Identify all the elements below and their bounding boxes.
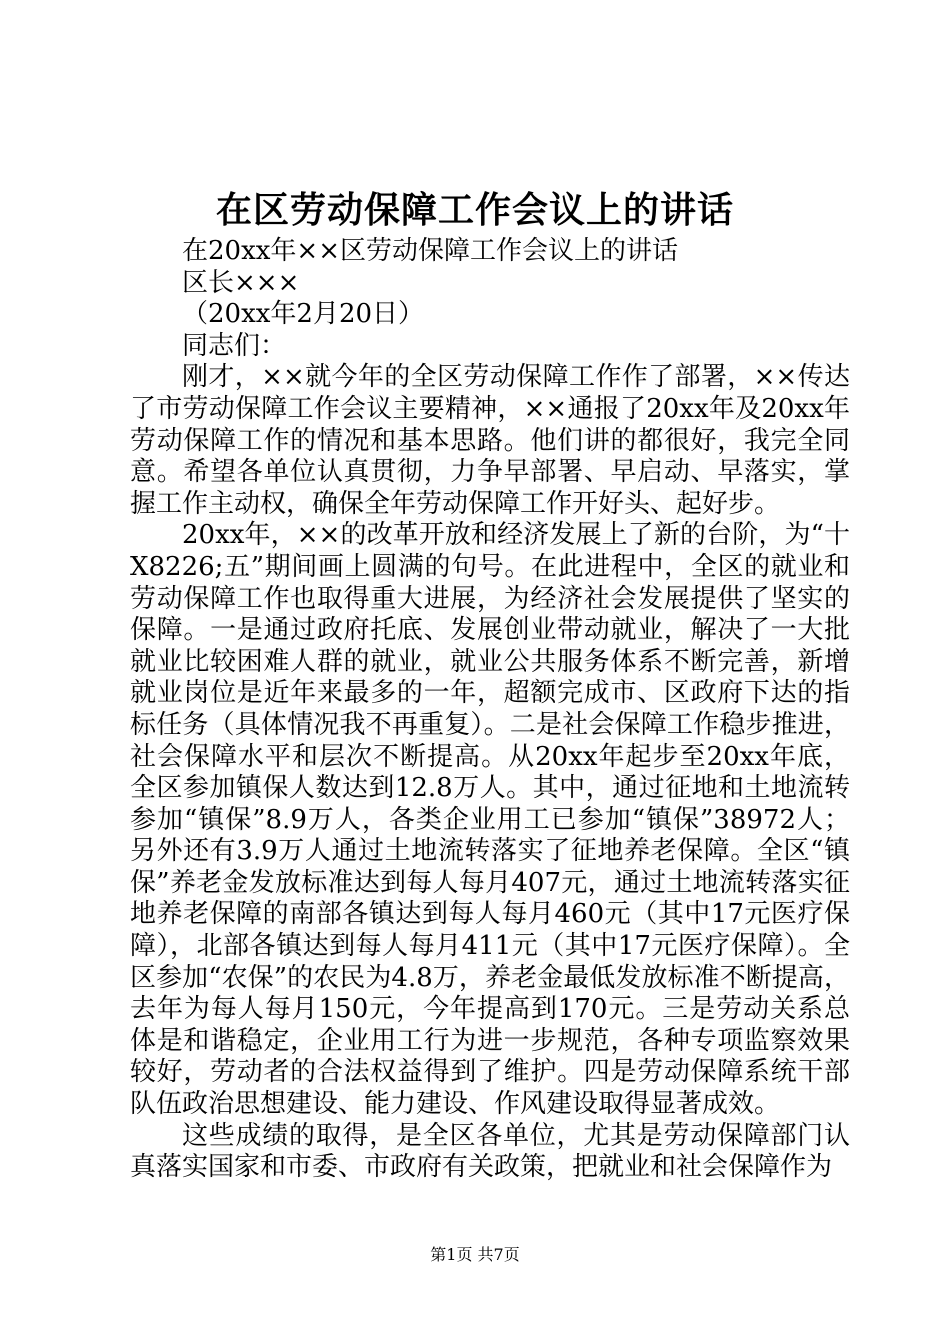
speech-subtitle: 在20xx年××区劳动保障工作会议上的讲话: [182, 236, 678, 266]
speaker-line: 区长×××: [182, 267, 300, 298]
document-body: [130, 236, 850, 1184]
salutation: 同志们：: [182, 330, 287, 361]
paragraph-2: 20xx年，××的改革开放和经济发展上了新的台阶，为“十X8226;五”期间画上圆满的句号。在此进程中，全区的就业和劳动保障工作也取得重大进展，为经济社会发展提供了坚实的保障。一是通过政府托底、发展创业带动就业，解决了一大批就业比较困难人群的就业，就业公共服务体系不断完善，新增就业岗位是近年来最多的一年，超额完成市、区政府下达的指标任务（具体情况我不再重复）。二是社会保障工作稳步推进，社会保障水平和层次不断提高。从20xx年起步至20xx年底，全区参加镇保人数达到12.8万人。其中，通过征地和土地流转参加“镇保”8.9万人，各类企业用工已参加“镇保”38972人；另外还有3.9万人通过土地流转落实了征地养老保障。全区“镇保”养老金发放标准达到每人每月407元，通过土地流转落实征地养老保障的南部各镇达到每人每月460元（其中17元医疗保障），北部各镇达到每人每月411元（其中17元医疗保障）。全区参加“农保”的农民为4.8万，养老金最低发放标准不断提高，去年为每人每月150元，今年提高到170元。三是劳动关系总体是和谐稳定，企业用工行为进一步规范，各种专项监察效果较好，劳动者的合法权益得到了维护。四是劳动保障系统干部队伍政治思想建设、能力建设、作风建设取得显著成效。: [130, 520, 850, 1120]
date-line: （20xx年2月20日）: [182, 299, 425, 330]
paragraph-1: 刚才，××就今年的全区劳动保障工作作了部署，××传达了市劳动保障工作会议主要精神，××通报了20xx年及20xx年劳动保障工作的情况和基本思路。他们讲的都很好，我完全同意。希望各单位认真贯彻，力争早部署、早启动、早落实，掌握工作主动权，确保全年劳动保障工作开好头、起好步。: [130, 362, 850, 519]
page-footer: 第1页 共7页: [430, 1245, 520, 1264]
paragraph-3: 这些成绩的取得，是全区各单位，尤其是劳动保障部门认真落实国家和市委、市政府有关政策，把就业和社会保障作为: [130, 1120, 850, 1183]
document-title: 在区劳动保障工作会议上的讲话: [215, 189, 734, 231]
